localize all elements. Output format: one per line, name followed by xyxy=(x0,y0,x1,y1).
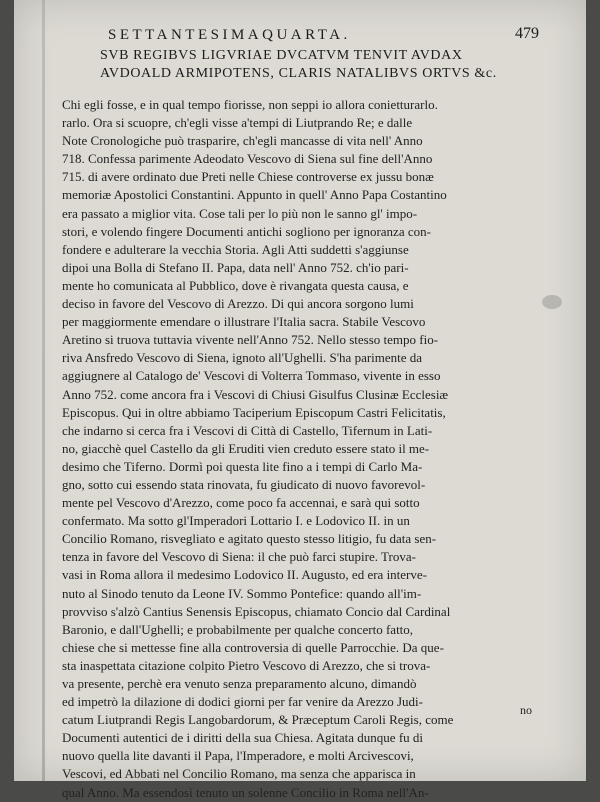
text-line: no, giacchè quel Castello da gli Eruditi vien creduto essere stato il me- xyxy=(62,440,430,456)
text-line: ed impetrò la dilazione di dodici giorni per far venire da Arezzo Judi- xyxy=(62,694,423,710)
text-line: 718. Confessa parimente Adeodato Vescovo di Siena sul fine dell'Anno xyxy=(62,151,433,167)
text-line: Note Cronologiche può trasparire, ch'egli mancasse di vita nell' Anno xyxy=(62,133,423,149)
text-line: riva Ansfredo Vescovo di Siena, ignoto all'Ughelli. S'ha parimente da xyxy=(62,350,423,366)
body-text xyxy=(62,96,562,802)
text-line: Documenti autentici de i diritti della sua Chiesa. Agitata dunque fu di xyxy=(62,730,424,746)
running-head: SETTANTESIMAQUARTA. xyxy=(108,27,351,43)
text-line: memoriæ Apostolici Constantini. Appunto in quell' Anno Papa Costantino xyxy=(62,187,447,203)
text-line: confermato. Ma sotto gl'Imperadori Lottario I. e Lodovico II. in un xyxy=(62,513,410,529)
text-line: Chi egli fosse, e in qual tempo fiorisse, non seppi io allora conietturarlo. xyxy=(62,97,438,112)
heading-line: SVB REGIBVS LIGVRIAE DVCATVM TENVIT AVDAX xyxy=(100,48,463,63)
text-line: stori, e volendo fingere Documenti antichi sogliono per ignoranza con- xyxy=(62,223,431,239)
text-line: rarlo. Ora si scuopre, ch'egli visse a'tempi di Liutprando Re; e dalle xyxy=(62,115,413,131)
paper-stain xyxy=(542,295,562,309)
text-line: Episcopus. Qui in oltre abbiamo Taciperium Episcopum Castri Felicitatis, xyxy=(62,404,446,420)
text-line: qual Anno. Ma essendosi tenuto un solenne Concilio in Roma nell'An- xyxy=(62,784,429,800)
text-line: mente pel Vescovo d'Arezzo, come poco fa accennai, e sarà qui sotto xyxy=(62,495,420,511)
text-line: catum Liutprandi Regis Langobardorum, & Præceptum Caroli Regis, come xyxy=(62,712,454,728)
text-line: chiese che si mettesse fine alla controversia di quelle Parrocchie. Da que- xyxy=(62,639,444,655)
catchword: no xyxy=(520,703,532,717)
text-line: aggiugnere al Catalogo de' Vescovi di Volterra Tommaso, vivente in esso xyxy=(62,368,441,384)
text-line: era passato a miglior vita. Cose tali per lo più non le sanno gl' impo- xyxy=(62,205,418,221)
book-page xyxy=(14,0,586,800)
text-line: va presente, perchè era venuto senza preparamento alcuno, dimandò xyxy=(62,676,417,691)
text-line: che indarno si cerca fra i Vescovi di Città di Castello, Tifernum in Lati- xyxy=(62,422,433,438)
text-line: tenza in favore del Vescovo di Siena: il che può farci stupire. Trova- xyxy=(62,549,416,565)
text-line: desimo che Tiferno. Dormì poi questa lite fino a i tempi di Carlo Ma- xyxy=(62,458,423,474)
text-line: Baronio, e dall'Ughelli; e probabilmente per qualche concerto fatto, xyxy=(62,621,414,637)
text-line: Anno 752. come ancora fra i Vescovi di Chiusi Gisulfus Clusinæ Ecclesiæ xyxy=(62,386,449,402)
text-line: 715. di avere ordinato due Preti nelle Chiese controverse ex jussu bonæ xyxy=(62,169,434,185)
text-line: vasi in Roma allora il medesimo Lodovico II. Augusto, ed era interve- xyxy=(62,567,427,583)
text-line: provviso s'alzò Cantius Senensis Episcopus, chiamato Concio dal Cardinal xyxy=(62,603,451,619)
text-line: gno, sotto cui essendo stata rinovata, fu giudicato di nuovo favorevol- xyxy=(62,476,426,492)
text-line: nuovo quella lite davanti il Papa, l'Imperadore, e molti Arcivescovi, xyxy=(62,748,414,764)
text-line: fondere e adulterare la vecchia Storia. Agli Atti suddetti s'aggiunse xyxy=(62,241,409,257)
text-line: per maggiormente emendare o illustrare l'Italia sacra. Stabile Vescovo xyxy=(62,314,426,330)
page-number: 479 xyxy=(515,25,539,42)
text-line: deciso in favore del Vescovo di Arezzo. Di qui ancora sorgono lumi xyxy=(62,296,414,312)
text-line: dipoi una Bolla di Stefano II. Papa, data nell' Anno 752. ch'io pari- xyxy=(62,259,409,275)
text-line: sta inaspettata citazione colpito Pietro Vescovo di Arezzo, che si trova- xyxy=(62,657,431,673)
text-line: Aretino si truova tuttavia vivente nell'Anno 752. Nello stesso tempo fio- xyxy=(62,332,439,348)
text-line: nuto al Sinodo tenuto da Leone IV. Sommo Pontefice: quando all'im- xyxy=(62,585,422,601)
text-line: mente ho comunicata al Pubblico, dove è rivangata questa causa, e xyxy=(62,277,409,293)
inscription-heading xyxy=(100,47,560,83)
heading-line: AVDOALD ARMIPOTENS, CLARIS NATALIBVS ORTVS &c. xyxy=(100,66,497,81)
text-line: Vescovi, ed Abbati nel Concilio Romano, ma senza che apparisca in xyxy=(62,766,416,782)
text-line: Concilio Romano, risvegliato e agitato questo stesso litigio, fu data sen- xyxy=(62,531,437,547)
